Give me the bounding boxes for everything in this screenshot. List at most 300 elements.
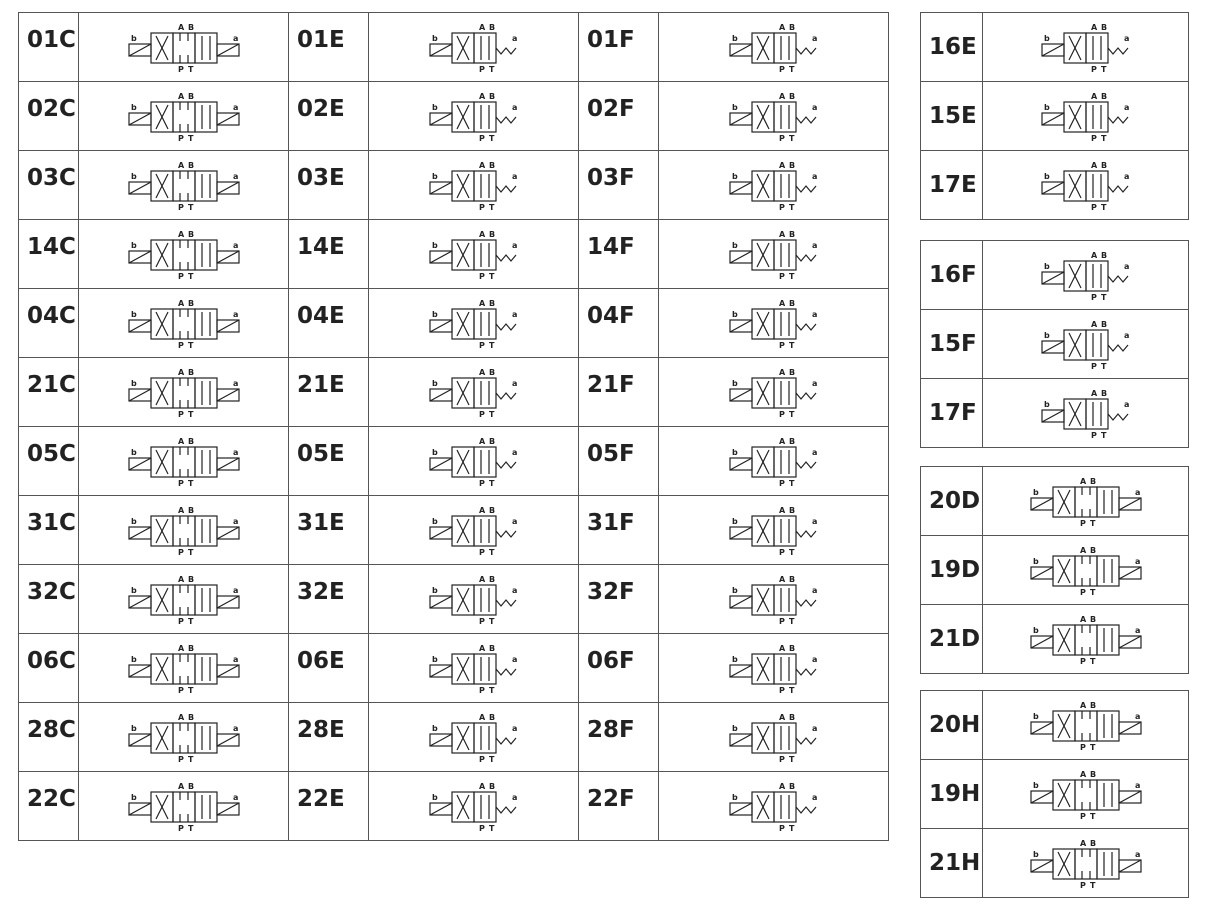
b-port-label: B bbox=[489, 506, 496, 515]
a-side-label: a bbox=[512, 310, 518, 319]
b-port-label: B bbox=[188, 713, 195, 722]
a-port-label: A bbox=[479, 92, 486, 101]
b-side-label: b bbox=[1033, 712, 1039, 721]
valve-symbol-icon bbox=[659, 289, 889, 358]
p-port-label: P bbox=[479, 272, 485, 281]
a-port-label: A bbox=[479, 368, 486, 377]
a-side-label: a bbox=[1124, 103, 1130, 112]
b-port-label: B bbox=[188, 644, 195, 653]
valve-code-01e: 01E bbox=[289, 13, 369, 82]
valve-symbol-cell bbox=[79, 427, 289, 496]
t-port-label: T bbox=[489, 617, 495, 626]
b-side-label: b bbox=[432, 379, 438, 388]
t-port-label: T bbox=[789, 272, 795, 281]
t-port-label: T bbox=[489, 824, 495, 833]
b-side-label: b bbox=[1033, 781, 1039, 790]
t-port-label: T bbox=[789, 479, 795, 488]
b-side-label: b bbox=[732, 586, 738, 595]
valve-symbol-cell bbox=[659, 82, 889, 151]
a-port-label: A bbox=[779, 299, 786, 308]
valve-symbol-cell bbox=[369, 634, 579, 703]
a-port-label: A bbox=[479, 437, 486, 446]
t-port-label: T bbox=[188, 617, 194, 626]
b-port-label: B bbox=[1101, 23, 1108, 32]
valve-code-02e: 02E bbox=[289, 82, 369, 151]
valve-code-31f: 31F bbox=[579, 496, 659, 565]
b-side-label: b bbox=[732, 172, 738, 181]
b-side-label: b bbox=[1044, 103, 1050, 112]
a-port-label: A bbox=[779, 23, 786, 32]
t-port-label: T bbox=[789, 548, 795, 557]
valve-code-21d: 21D bbox=[921, 605, 983, 674]
t-port-label: T bbox=[188, 548, 194, 557]
a-side-label: a bbox=[512, 103, 518, 112]
valve-code-32e: 32E bbox=[289, 565, 369, 634]
p-port-label: P bbox=[178, 203, 184, 212]
t-port-label: T bbox=[489, 134, 495, 143]
b-port-label: B bbox=[489, 23, 496, 32]
a-port-label: A bbox=[1091, 161, 1098, 170]
t-port-label: T bbox=[1090, 812, 1096, 821]
b-port-label: B bbox=[789, 506, 796, 515]
a-port-label: A bbox=[178, 506, 185, 515]
valve-symbol-icon bbox=[369, 427, 579, 496]
b-port-label: B bbox=[188, 299, 195, 308]
p-port-label: P bbox=[1091, 65, 1097, 74]
valve-symbol-cell bbox=[983, 241, 1189, 310]
a-port-label: A bbox=[178, 230, 185, 239]
valve-symbol-cell bbox=[983, 82, 1189, 151]
b-port-label: B bbox=[1090, 701, 1097, 710]
p-port-label: P bbox=[178, 548, 184, 557]
a-port-label: A bbox=[779, 644, 786, 653]
valve-code-06e: 06E bbox=[289, 634, 369, 703]
p-port-label: P bbox=[1091, 134, 1097, 143]
valve-symbol-icon bbox=[983, 82, 1189, 151]
b-port-label: B bbox=[789, 161, 796, 170]
b-side-label: b bbox=[732, 724, 738, 733]
valve-symbol-icon bbox=[983, 536, 1189, 605]
t-port-label: T bbox=[489, 65, 495, 74]
a-side-label: a bbox=[812, 103, 818, 112]
b-side-label: b bbox=[432, 793, 438, 802]
a-side-label: a bbox=[233, 310, 239, 319]
a-port-label: A bbox=[1080, 477, 1087, 486]
valve-code-21e: 21E bbox=[289, 358, 369, 427]
a-port-label: A bbox=[1080, 701, 1087, 710]
a-port-label: A bbox=[1080, 839, 1087, 848]
b-port-label: B bbox=[489, 575, 496, 584]
p-port-label: P bbox=[178, 410, 184, 419]
valve-symbol-icon bbox=[79, 82, 289, 151]
a-side-label: a bbox=[233, 103, 239, 112]
b-side-label: b bbox=[732, 103, 738, 112]
valve-symbol-icon bbox=[79, 703, 289, 772]
b-port-label: B bbox=[188, 437, 195, 446]
t-port-label: T bbox=[789, 341, 795, 350]
t-port-label: T bbox=[489, 341, 495, 350]
a-side-label: a bbox=[1124, 262, 1130, 271]
valve-symbol-icon bbox=[659, 151, 889, 220]
valve-symbol-cell bbox=[79, 565, 289, 634]
t-port-label: T bbox=[489, 548, 495, 557]
p-port-label: P bbox=[1091, 431, 1097, 440]
valve-symbol-icon bbox=[79, 13, 289, 82]
b-side-label: b bbox=[432, 724, 438, 733]
a-port-label: A bbox=[1091, 92, 1098, 101]
valve-symbol-cell bbox=[369, 772, 579, 841]
valve-symbol-icon bbox=[369, 565, 579, 634]
b-port-label: B bbox=[188, 575, 195, 584]
valve-code-05f: 05F bbox=[579, 427, 659, 496]
b-side-label: b bbox=[131, 586, 137, 595]
valve-code-03f: 03F bbox=[579, 151, 659, 220]
valve-symbol-cell bbox=[79, 496, 289, 565]
t-port-label: T bbox=[789, 686, 795, 695]
t-port-label: T bbox=[188, 410, 194, 419]
b-port-label: B bbox=[789, 575, 796, 584]
valve-symbol-icon bbox=[79, 565, 289, 634]
b-side-label: b bbox=[131, 655, 137, 664]
a-side-label: a bbox=[812, 724, 818, 733]
b-port-label: B bbox=[188, 230, 195, 239]
valve-symbol-icon bbox=[659, 13, 889, 82]
p-port-label: P bbox=[1080, 812, 1086, 821]
p-port-label: P bbox=[178, 479, 184, 488]
valve-code-table bbox=[18, 12, 889, 841]
p-port-label: P bbox=[1080, 657, 1086, 666]
p-port-label: P bbox=[479, 617, 485, 626]
a-port-label: A bbox=[178, 782, 185, 791]
p-port-label: P bbox=[779, 341, 785, 350]
valve-symbol-icon bbox=[369, 13, 579, 82]
valve-symbol-cell bbox=[983, 829, 1189, 898]
t-port-label: T bbox=[489, 479, 495, 488]
t-port-label: T bbox=[1090, 588, 1096, 597]
valve-code-19d: 19D bbox=[921, 536, 983, 605]
b-port-label: B bbox=[188, 23, 195, 32]
b-port-label: B bbox=[1101, 161, 1108, 170]
b-port-label: B bbox=[1101, 320, 1108, 329]
a-port-label: A bbox=[779, 713, 786, 722]
a-side-label: a bbox=[512, 793, 518, 802]
valve-symbol-cell bbox=[659, 496, 889, 565]
t-port-label: T bbox=[1101, 362, 1107, 371]
t-port-label: T bbox=[188, 686, 194, 695]
a-side-label: a bbox=[1135, 488, 1141, 497]
a-port-label: A bbox=[479, 713, 486, 722]
t-port-label: T bbox=[789, 203, 795, 212]
a-side-label: a bbox=[812, 34, 818, 43]
valve-symbol-icon bbox=[659, 634, 889, 703]
b-side-label: b bbox=[131, 793, 137, 802]
p-port-label: P bbox=[479, 755, 485, 764]
b-side-label: b bbox=[732, 655, 738, 664]
t-port-label: T bbox=[789, 824, 795, 833]
b-side-label: b bbox=[732, 793, 738, 802]
valve-symbol-icon bbox=[79, 427, 289, 496]
a-port-label: A bbox=[178, 92, 185, 101]
b-port-label: B bbox=[489, 92, 496, 101]
valve-code-15e: 15E bbox=[921, 82, 983, 151]
valve-symbol-cell bbox=[79, 220, 289, 289]
b-side-label: b bbox=[432, 310, 438, 319]
valve-symbol-cell bbox=[983, 13, 1189, 82]
valve-symbol-cell bbox=[369, 703, 579, 772]
a-port-label: A bbox=[178, 23, 185, 32]
valve-symbol-icon bbox=[659, 82, 889, 151]
valve-symbol-cell bbox=[983, 691, 1189, 760]
b-side-label: b bbox=[432, 103, 438, 112]
valve-symbol-icon bbox=[369, 82, 579, 151]
a-port-label: A bbox=[178, 437, 185, 446]
valve-symbol-icon bbox=[659, 496, 889, 565]
p-port-label: P bbox=[178, 272, 184, 281]
valve-symbol-cell bbox=[983, 536, 1189, 605]
valve-symbol-cell bbox=[369, 220, 579, 289]
b-side-label: b bbox=[732, 241, 738, 250]
t-port-label: T bbox=[789, 65, 795, 74]
b-port-label: B bbox=[789, 23, 796, 32]
b-side-label: b bbox=[432, 172, 438, 181]
a-side-label: a bbox=[233, 655, 239, 664]
b-port-label: B bbox=[1090, 839, 1097, 848]
valve-code-02f: 02F bbox=[579, 82, 659, 151]
a-side-label: a bbox=[512, 172, 518, 181]
b-port-label: B bbox=[489, 782, 496, 791]
a-side-label: a bbox=[1124, 34, 1130, 43]
valve-code-02c: 02C bbox=[19, 82, 79, 151]
p-port-label: P bbox=[479, 65, 485, 74]
t-port-label: T bbox=[1101, 65, 1107, 74]
a-port-label: A bbox=[1080, 615, 1087, 624]
valve-code-04c: 04C bbox=[19, 289, 79, 358]
p-port-label: P bbox=[178, 341, 184, 350]
valve-code-16e: 16E bbox=[921, 13, 983, 82]
a-port-label: A bbox=[178, 299, 185, 308]
valve-symbol-cell bbox=[659, 13, 889, 82]
p-port-label: P bbox=[479, 410, 485, 419]
valve-symbol-icon bbox=[369, 289, 579, 358]
valve-symbol-cell bbox=[79, 703, 289, 772]
p-port-label: P bbox=[1091, 203, 1097, 212]
b-side-label: b bbox=[131, 241, 137, 250]
valve-symbol-icon bbox=[659, 703, 889, 772]
p-port-label: P bbox=[178, 65, 184, 74]
valve-group-3 bbox=[920, 466, 1189, 674]
p-port-label: P bbox=[178, 686, 184, 695]
valve-symbol-icon bbox=[79, 634, 289, 703]
valve-symbol-icon bbox=[79, 220, 289, 289]
b-port-label: B bbox=[489, 368, 496, 377]
t-port-label: T bbox=[489, 755, 495, 764]
b-side-label: b bbox=[1044, 34, 1050, 43]
b-port-label: B bbox=[188, 161, 195, 170]
b-side-label: b bbox=[432, 655, 438, 664]
valve-symbol-icon bbox=[983, 241, 1189, 310]
p-port-label: P bbox=[479, 341, 485, 350]
a-side-label: a bbox=[812, 310, 818, 319]
a-side-label: a bbox=[1124, 172, 1130, 181]
valve-symbol-cell bbox=[369, 565, 579, 634]
b-side-label: b bbox=[732, 517, 738, 526]
t-port-label: T bbox=[789, 134, 795, 143]
p-port-label: P bbox=[779, 272, 785, 281]
valve-code-06f: 06F bbox=[579, 634, 659, 703]
a-port-label: A bbox=[779, 782, 786, 791]
valve-code-03e: 03E bbox=[289, 151, 369, 220]
a-side-label: a bbox=[233, 172, 239, 181]
valve-symbol-cell bbox=[369, 289, 579, 358]
valve-symbol-icon bbox=[983, 151, 1189, 220]
valve-code-28e: 28E bbox=[289, 703, 369, 772]
a-side-label: a bbox=[233, 724, 239, 733]
a-side-label: a bbox=[233, 241, 239, 250]
p-port-label: P bbox=[479, 203, 485, 212]
p-port-label: P bbox=[779, 479, 785, 488]
valve-symbol-icon bbox=[659, 772, 889, 841]
valve-symbol-icon bbox=[983, 605, 1189, 674]
b-port-label: B bbox=[188, 782, 195, 791]
valve-symbol-cell bbox=[79, 13, 289, 82]
a-side-label: a bbox=[812, 517, 818, 526]
valve-symbol-cell bbox=[79, 289, 289, 358]
a-side-label: a bbox=[1135, 712, 1141, 721]
b-port-label: B bbox=[1090, 477, 1097, 486]
p-port-label: P bbox=[1080, 588, 1086, 597]
a-port-label: A bbox=[178, 575, 185, 584]
b-side-label: b bbox=[432, 34, 438, 43]
p-port-label: P bbox=[178, 617, 184, 626]
b-side-label: b bbox=[432, 448, 438, 457]
valve-code-14f: 14F bbox=[579, 220, 659, 289]
t-port-label: T bbox=[188, 272, 194, 281]
t-port-label: T bbox=[489, 203, 495, 212]
a-side-label: a bbox=[512, 34, 518, 43]
t-port-label: T bbox=[1090, 743, 1096, 752]
valve-code-01c: 01C bbox=[19, 13, 79, 82]
t-port-label: T bbox=[1101, 431, 1107, 440]
valve-symbol-cell bbox=[369, 13, 579, 82]
a-side-label: a bbox=[233, 34, 239, 43]
valve-code-32f: 32F bbox=[579, 565, 659, 634]
valve-symbol-cell bbox=[369, 496, 579, 565]
a-port-label: A bbox=[779, 506, 786, 515]
p-port-label: P bbox=[178, 824, 184, 833]
valve-symbol-cell bbox=[659, 772, 889, 841]
a-side-label: a bbox=[1135, 557, 1141, 566]
valve-symbol-icon bbox=[659, 220, 889, 289]
b-port-label: B bbox=[1101, 251, 1108, 260]
valve-symbol-icon bbox=[369, 496, 579, 565]
valve-symbol-icon bbox=[369, 220, 579, 289]
valve-code-01f: 01F bbox=[579, 13, 659, 82]
b-side-label: b bbox=[1044, 400, 1050, 409]
valve-symbol-cell bbox=[659, 289, 889, 358]
a-port-label: A bbox=[1080, 546, 1087, 555]
valve-symbol-cell bbox=[369, 151, 579, 220]
a-side-label: a bbox=[512, 517, 518, 526]
b-side-label: b bbox=[732, 34, 738, 43]
valve-code-22c: 22C bbox=[19, 772, 79, 841]
valve-symbol-cell bbox=[79, 772, 289, 841]
b-side-label: b bbox=[131, 34, 137, 43]
b-port-label: B bbox=[1101, 389, 1108, 398]
valve-code-21f: 21F bbox=[579, 358, 659, 427]
valve-symbol-cell bbox=[983, 605, 1189, 674]
t-port-label: T bbox=[188, 65, 194, 74]
b-port-label: B bbox=[188, 368, 195, 377]
b-side-label: b bbox=[131, 517, 137, 526]
a-side-label: a bbox=[233, 517, 239, 526]
b-side-label: b bbox=[1033, 626, 1039, 635]
valve-symbol-cell bbox=[79, 151, 289, 220]
t-port-label: T bbox=[188, 479, 194, 488]
p-port-label: P bbox=[479, 479, 485, 488]
b-side-label: b bbox=[1044, 331, 1050, 340]
a-port-label: A bbox=[1091, 389, 1098, 398]
valve-symbol-cell bbox=[983, 760, 1189, 829]
b-port-label: B bbox=[489, 299, 496, 308]
a-side-label: a bbox=[512, 379, 518, 388]
t-port-label: T bbox=[188, 341, 194, 350]
valve-symbol-icon bbox=[79, 289, 289, 358]
valve-symbol-cell bbox=[659, 634, 889, 703]
valve-symbol-icon bbox=[659, 358, 889, 427]
a-port-label: A bbox=[178, 644, 185, 653]
valve-symbol-icon bbox=[983, 691, 1189, 760]
a-port-label: A bbox=[1091, 251, 1098, 260]
p-port-label: P bbox=[1091, 362, 1097, 371]
a-side-label: a bbox=[1124, 400, 1130, 409]
a-port-label: A bbox=[479, 299, 486, 308]
a-port-label: A bbox=[779, 368, 786, 377]
valve-code-22f: 22F bbox=[579, 772, 659, 841]
a-side-label: a bbox=[1135, 850, 1141, 859]
p-port-label: P bbox=[1080, 743, 1086, 752]
a-port-label: A bbox=[779, 575, 786, 584]
b-port-label: B bbox=[489, 437, 496, 446]
a-side-label: a bbox=[812, 172, 818, 181]
p-port-label: P bbox=[779, 686, 785, 695]
a-side-label: a bbox=[812, 448, 818, 457]
a-side-label: a bbox=[812, 655, 818, 664]
valve-code-06c: 06C bbox=[19, 634, 79, 703]
b-side-label: b bbox=[432, 517, 438, 526]
a-side-label: a bbox=[512, 724, 518, 733]
valve-symbol-icon bbox=[79, 772, 289, 841]
b-side-label: b bbox=[131, 379, 137, 388]
valve-code-28f: 28F bbox=[579, 703, 659, 772]
a-port-label: A bbox=[479, 575, 486, 584]
a-side-label: a bbox=[512, 586, 518, 595]
valve-symbol-cell bbox=[659, 427, 889, 496]
a-side-label: a bbox=[233, 793, 239, 802]
t-port-label: T bbox=[1101, 293, 1107, 302]
p-port-label: P bbox=[779, 824, 785, 833]
valve-code-15f: 15F bbox=[921, 310, 983, 379]
b-port-label: B bbox=[188, 506, 195, 515]
b-side-label: b bbox=[432, 586, 438, 595]
valve-code-28c: 28C bbox=[19, 703, 79, 772]
b-side-label: b bbox=[1044, 172, 1050, 181]
b-side-label: b bbox=[1044, 262, 1050, 271]
valve-symbol-cell bbox=[659, 703, 889, 772]
valve-code-17f: 17F bbox=[921, 379, 983, 448]
valve-group-2 bbox=[920, 240, 1189, 448]
valve-symbol-icon bbox=[659, 565, 889, 634]
valve-symbol-cell bbox=[659, 151, 889, 220]
